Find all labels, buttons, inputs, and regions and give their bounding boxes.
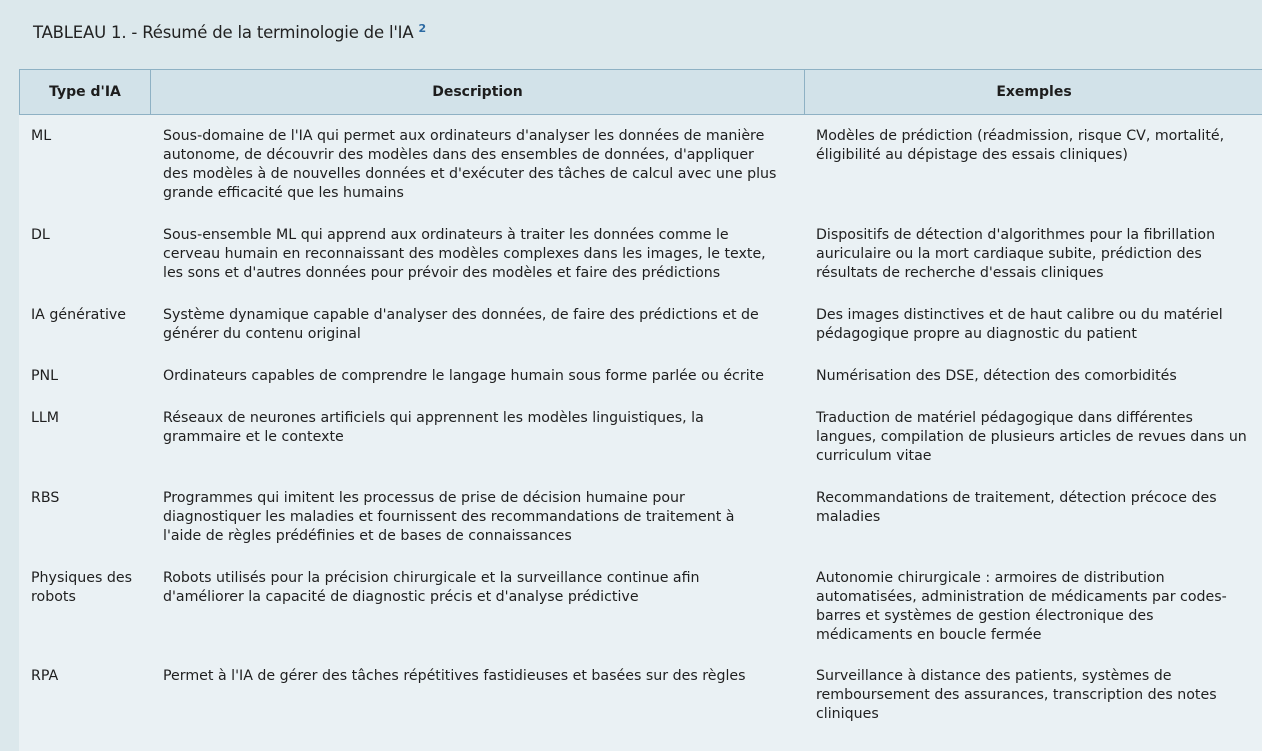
- cell-line: Surveillance à distance des patients, systèmes de: [816, 668, 1172, 684]
- header-description: Description: [151, 70, 805, 115]
- cell-examples: [816, 306, 1262, 344]
- cell-line: générer du contenu original: [163, 326, 361, 342]
- cell-examples: [816, 489, 1262, 527]
- cell-line: curriculum vitae: [816, 448, 932, 464]
- cell-line: RBS: [31, 490, 60, 506]
- cell-description: [163, 489, 803, 546]
- cell-line: LLM: [31, 410, 60, 426]
- cell-line: grammaire et le contexte: [163, 429, 344, 445]
- caption-text: TABLEAU 1. - Résumé de la terminologie de l'IA: [33, 23, 419, 42]
- cell-line: Numérisation des DSE, détection des comorbidités: [816, 368, 1177, 384]
- cell-type: [31, 226, 149, 245]
- cell-line: Des images distinctives et de haut calibre ou du matériel: [816, 307, 1223, 323]
- cell-line: éligibilité au dépistage des essais cliniques): [816, 147, 1128, 163]
- cell-line: Ordinateurs capables de comprendre le langage humain sous forme parlée ou écrite: [163, 368, 764, 384]
- cell-line: médicaments en boucle fermée: [816, 627, 1042, 643]
- table-header: [19, 69, 1262, 115]
- cell-line: Sous-ensemble ML qui apprend aux ordinateurs à traiter les données comme le: [163, 227, 729, 243]
- cell-description: [163, 569, 803, 607]
- header-type: Type d'IA: [20, 70, 151, 115]
- cell-line: Autonomie chirurgicale : armoires de distribution: [816, 570, 1165, 586]
- cell-description: [163, 409, 803, 447]
- cell-line: Sous-domaine de l'IA qui permet aux ordinateurs d'analyser les données de manière: [163, 128, 765, 144]
- cell-line: IA générative: [31, 307, 127, 323]
- cell-type: [31, 569, 149, 607]
- cell-line: l'aide de règles prédéfinies et de bases de connaissances: [163, 528, 572, 544]
- terminology-table: [19, 69, 1262, 751]
- cell-line: grande efficacité que les humains: [163, 185, 404, 201]
- cell-type: [31, 367, 149, 386]
- cell-description: [163, 667, 803, 686]
- cell-line: Système dynamique capable d'analyser des données, de faire des prédictions et de: [163, 307, 759, 323]
- cell-type: [31, 489, 149, 508]
- cell-line: Robots utilisés pour la précision chirurgicale et la surveillance continue afin: [163, 570, 700, 586]
- cell-line: automatisées, administration de médicaments par codes-: [816, 589, 1227, 605]
- table-caption: [33, 22, 426, 42]
- cell-description: [163, 306, 803, 344]
- cell-line: Physiques des: [31, 570, 133, 586]
- cell-examples: [816, 367, 1262, 386]
- cell-description: [163, 127, 803, 203]
- cell-description: [163, 226, 803, 283]
- cell-line: diagnostiquer les maladies et fournissent des recommandations de traitement à: [163, 509, 735, 525]
- cell-line: cliniques: [816, 706, 879, 722]
- cell-type: [31, 409, 149, 428]
- cell-line: maladies: [816, 509, 881, 525]
- cell-line: Modèles de prédiction (réadmission, risque CV, mortalité,: [816, 128, 1225, 144]
- cell-line: cerveau humain en reconnaissant des modèles complexes dans les images, le texte,: [163, 246, 766, 262]
- cell-line: ML: [31, 128, 52, 144]
- cell-line: DL: [31, 227, 50, 243]
- cell-line: RPA: [31, 668, 59, 684]
- cell-line: remboursement des assurances, transcription des notes: [816, 687, 1217, 703]
- cell-line: Réseaux de neurones artificiels qui apprennent les modèles linguistiques, la: [163, 410, 704, 426]
- cell-examples: [816, 127, 1262, 165]
- cell-line: Recommandations de traitement, détection précoce des: [816, 490, 1217, 506]
- cell-line: Dispositifs de détection d'algorithmes pour la fibrillation: [816, 227, 1216, 243]
- cell-type: [31, 667, 149, 686]
- cell-line: pédagogique propre au diagnostic du patient: [816, 326, 1137, 342]
- cell-line: auriculaire ou la mort cardiaque subite, prédiction des: [816, 246, 1202, 262]
- cell-line: Traduction de matériel pédagogique dans différentes: [816, 410, 1193, 426]
- cell-line: résultats de recherche d'essais cliniques: [816, 265, 1104, 281]
- cell-line: Permet à l'IA de gérer des tâches répétitives fastidieuses et basées sur des règles: [163, 668, 746, 684]
- cell-line: barres et systèmes de gestion électronique des: [816, 608, 1154, 624]
- cell-line: Programmes qui imitent les processus de prise de décision humaine pour: [163, 490, 685, 506]
- cell-line: des modèles à de nouvelles données et d'exécuter des tâches de calcul avec une plus: [163, 166, 777, 182]
- cell-description: [163, 367, 803, 386]
- cell-examples: [816, 226, 1262, 283]
- cell-examples: [816, 409, 1262, 466]
- cell-line: robots: [31, 589, 76, 605]
- cell-examples: [816, 569, 1262, 645]
- cell-examples: [816, 667, 1262, 724]
- cell-type: [31, 127, 149, 146]
- cell-line: PNL: [31, 368, 59, 384]
- caption-footnote-ref[interactable]: 2: [418, 22, 426, 35]
- cell-line: les sons et d'autres données pour prévoir des modèles et faire des prédictions: [163, 265, 721, 281]
- cell-line: autonome, de découvrir des modèles dans des ensembles de données, d'appliquer: [163, 147, 754, 163]
- cell-type: [31, 306, 149, 325]
- cell-line: d'améliorer la capacité de diagnostic précis et d'analyse prédictive: [163, 589, 639, 605]
- cell-line: langues, compilation de plusieurs articles de revues dans un: [816, 429, 1247, 445]
- header-examples: Exemples: [996, 84, 1072, 100]
